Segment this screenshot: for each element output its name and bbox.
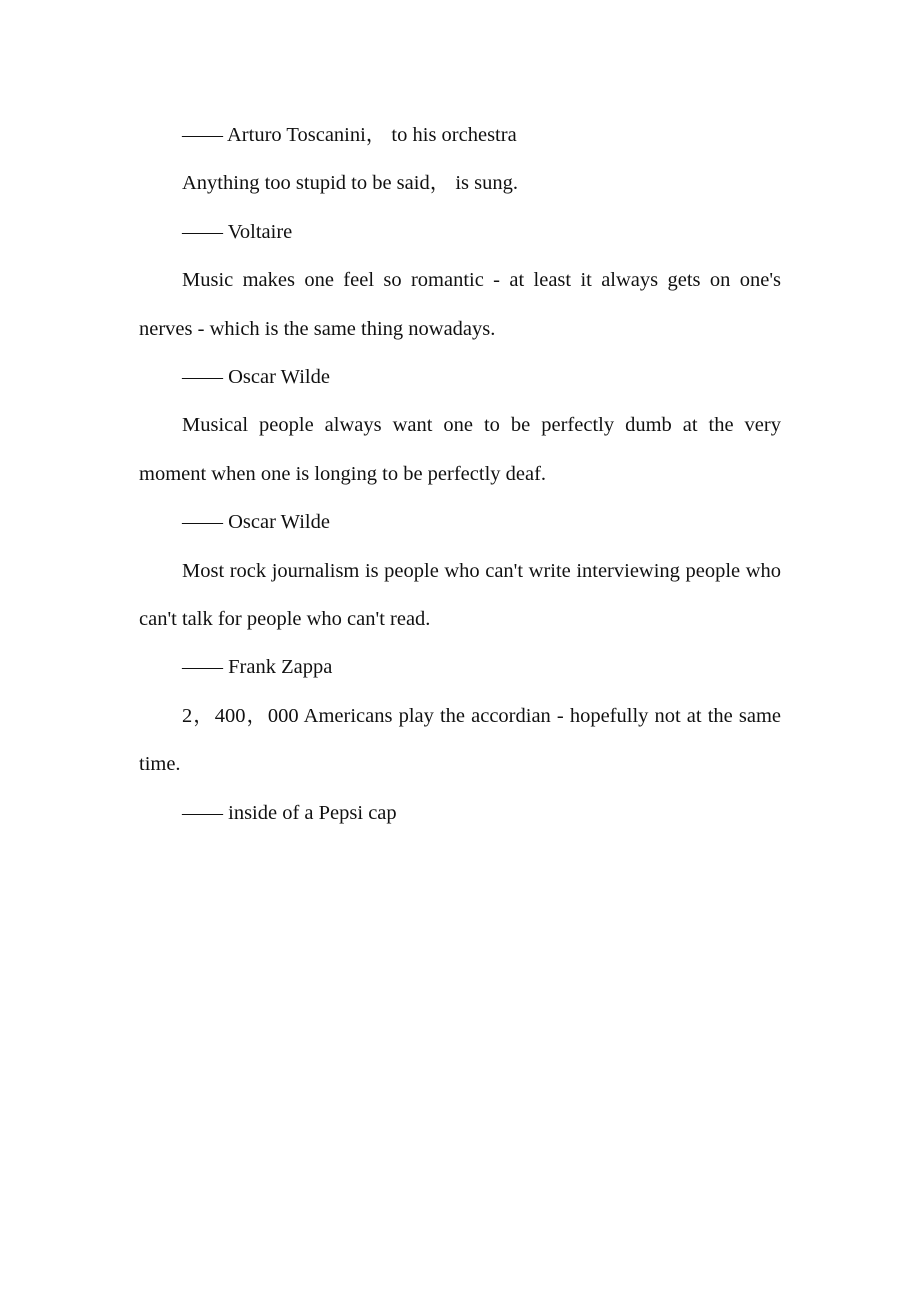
document-page bbox=[139, 111, 781, 837]
quote-attribution: —— Oscar Wilde bbox=[182, 366, 330, 389]
quote-attribution: —— Oscar Wilde bbox=[182, 511, 330, 534]
quote-text: Musical people always want one to be perfectly dumb at the very moment when one is longing to be perfectly deaf. bbox=[139, 414, 781, 485]
quote-text: Most rock journalism is people who can't write interviewing people who can't talk for people who can't read. bbox=[139, 559, 781, 631]
quote-text: Anything too stupid to be said， is sung. bbox=[182, 172, 518, 195]
quote-attribution: —— Voltaire bbox=[182, 220, 293, 243]
quote-attribution: —— Arturo Toscanini， to his orchestra bbox=[182, 124, 517, 146]
quote-attribution: —— Frank Zappa bbox=[182, 656, 333, 679]
quote-attribution: —— inside of a Pepsi cap bbox=[182, 801, 397, 824]
quote-text: Music makes one feel so romantic - at least it always gets on one's nerves - which is the same thing nowadays. bbox=[139, 269, 781, 340]
quote-text: 2，400，000 Americans play the accordian - hopefully not at the same time. bbox=[139, 704, 781, 776]
